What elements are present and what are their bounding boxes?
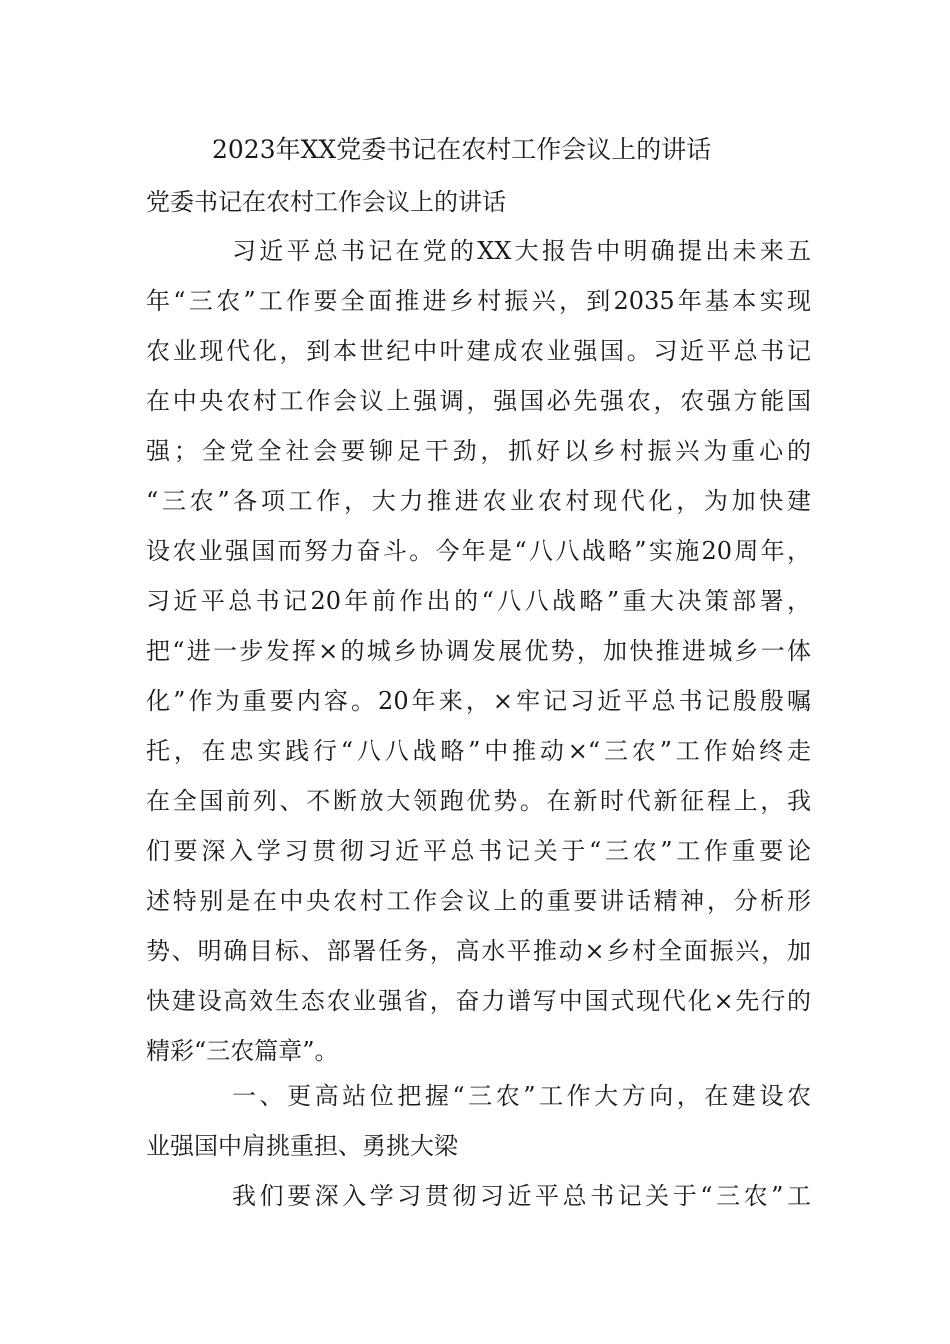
text-line: 托，在忠实践行“八八战略”中推动×“三农”工作始终走 — [146, 737, 811, 765]
text-line: 快建设高效生态农业强省，奋力谱写中国式现代化×先行的 — [146, 987, 811, 1015]
text-line: 精彩“三农篇章”。 — [146, 1037, 339, 1065]
text-line: 一、更高站位把握“三农”工作大方向，在建设农 — [232, 1082, 811, 1110]
text-line: 强；全党全社会要铆足干劲，抓好以乡村振兴为重心的 — [146, 437, 811, 465]
paragraph-intro — [146, 226, 811, 1076]
text-line: 化”作为重要内容。20年来，×牢记习近平总书记殷殷嘱 — [146, 687, 811, 715]
text-line: 在全国前列、不断放大领跑优势。在新时代新征程上，我 — [146, 787, 811, 815]
text-line: 在中央农村工作会议上强调，强国必先强农，农强方能国 — [146, 387, 811, 415]
text-line: 把“进一步发挥×的城乡协调发展优势，加快推进城乡一体 — [146, 637, 811, 665]
section-heading-1 — [146, 1071, 811, 1171]
paragraph-section-1 — [146, 1171, 811, 1221]
document-title: 2023年XX党委书记在农村工作会议上的讲话 — [212, 135, 712, 164]
text-line: “三农”各项工作，大力推进农业农村现代化，为加快建 — [146, 487, 811, 515]
text-line: 势、明确目标、部署任务，高水平推动×乡村全面振兴，加 — [146, 937, 811, 965]
text-line: 年“三农”工作要全面推进乡村振兴，到2035年基本实现 — [146, 287, 811, 315]
text-line: 我们要深入学习贯彻习近平总书记关于“三农”工 — [232, 1182, 811, 1210]
text-line: 述特别是在中央农村工作会议上的重要讲话精神，分析形 — [146, 887, 811, 915]
text-line: 设农业强国而努力奋斗。今年是“八八战略”实施20周年， — [146, 537, 811, 565]
text-line: 习近平总书记20年前作出的“八八战略”重大决策部署， — [146, 587, 811, 615]
document-subtitle: 党委书记在农村工作会议上的讲话 — [146, 188, 506, 216]
text-line: 业强国中肩挑重担、勇挑大梁 — [146, 1132, 458, 1160]
text-line: 农业现代化，到本世纪中叶建成农业强国。习近平总书记 — [146, 337, 811, 365]
text-line: 习近平总书记在党的XX大报告中明确提出未来五 — [232, 237, 811, 265]
text-line: 们要深入学习贯彻习近平总书记关于“三农”工作重要论 — [146, 837, 811, 865]
